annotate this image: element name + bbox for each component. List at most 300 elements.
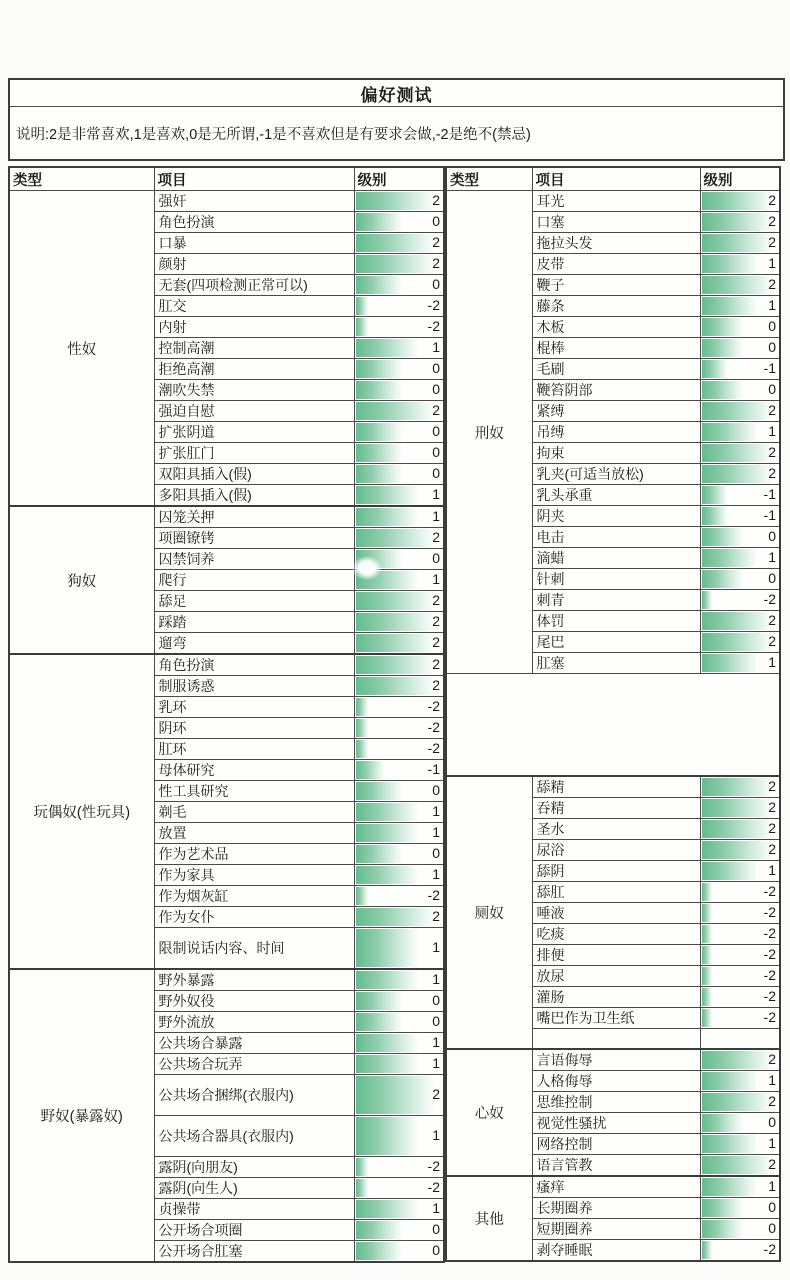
level-cell: [354, 676, 444, 697]
table-row: [446, 776, 780, 798]
level-cell: [700, 1029, 780, 1050]
level-value: 0: [432, 381, 440, 397]
level-value: -2: [763, 925, 776, 942]
item-cell: 口塞: [532, 212, 700, 233]
level-value: 0: [432, 423, 440, 439]
level-value: 0: [432, 360, 440, 376]
item-cell: 露阴(向生人): [154, 1177, 354, 1198]
level-bar: [356, 192, 434, 210]
level-cell: [354, 718, 444, 739]
item-cell: 野外奴役: [154, 990, 354, 1011]
level-cell: [354, 1011, 444, 1032]
level-value: 1: [432, 1054, 440, 1071]
level-cell: [700, 1219, 780, 1240]
level-bar: [356, 698, 368, 716]
item-cell: 控制高潮: [154, 338, 354, 359]
item-cell: 紧缚: [532, 401, 700, 422]
level-cell: [354, 612, 444, 633]
level-value: 2: [768, 276, 776, 292]
level-cell: [700, 338, 780, 359]
level-bar: [702, 486, 728, 504]
level-cell: [354, 1240, 444, 1262]
level-bar: [702, 1135, 757, 1153]
item-cell: 舔精: [532, 776, 700, 798]
level-bar: [702, 318, 742, 336]
item-cell: 囚笼关押: [154, 506, 354, 528]
level-cell: [700, 861, 780, 882]
level-bar: [356, 971, 418, 989]
level-bar: [702, 234, 771, 252]
level-bar: [356, 592, 434, 610]
item-cell: 囚禁饲养: [154, 549, 354, 570]
item-cell: 圣水: [532, 819, 700, 840]
level-cell: [700, 903, 780, 924]
level-value: 0: [432, 782, 440, 798]
level-cell: [700, 840, 780, 861]
level-value: 0: [768, 339, 776, 355]
item-cell: 限制说话内容、时间: [154, 928, 354, 969]
level-cell: [700, 275, 780, 296]
item-cell: 作为家具: [154, 865, 354, 886]
level-value: 1: [432, 970, 440, 987]
level-bar: [356, 1179, 368, 1197]
category-cell: 狗奴: [9, 506, 154, 654]
level-bar: [702, 654, 757, 672]
level-cell: [354, 1074, 444, 1115]
level-cell: [354, 570, 444, 591]
level-value: 2: [768, 1051, 776, 1068]
level-value: -2: [427, 887, 440, 903]
level-value: 2: [432, 677, 440, 693]
item-cell: 野外流放: [154, 1011, 354, 1032]
item-cell: 双阳具插入(假): [154, 464, 354, 485]
level-value: -1: [763, 360, 776, 376]
level-value: 0: [768, 381, 776, 397]
level-bar: [356, 1055, 418, 1073]
level-value: -2: [427, 1178, 440, 1195]
level-bar: [356, 782, 401, 800]
level-cell: [700, 798, 780, 819]
item-cell: 遛弯: [154, 633, 354, 655]
level-value: 1: [432, 866, 440, 882]
level-value: 1: [432, 1199, 440, 1216]
item-cell: 藤条: [532, 296, 700, 317]
empty-merged-cell: [446, 674, 780, 777]
level-value: -1: [763, 507, 776, 523]
level-bar: [702, 549, 757, 567]
item-cell: 拖拉头发: [532, 233, 700, 254]
item-cell: 阴夹: [532, 506, 700, 527]
level-bar: [356, 656, 434, 674]
item-cell: 口暴: [154, 233, 354, 254]
item-cell: 语言管教: [532, 1155, 700, 1177]
level-bar: [356, 887, 368, 905]
level-bar: [702, 507, 728, 525]
item-cell: 乳头承重: [532, 485, 700, 506]
level-bar: [356, 276, 401, 294]
level-value: 2: [432, 613, 440, 629]
level-value: 2: [768, 213, 776, 229]
item-cell: 肛塞: [532, 653, 700, 674]
level-cell: [354, 739, 444, 760]
level-cell: [354, 633, 444, 655]
level-cell: [700, 1049, 780, 1071]
item-cell: 电击: [532, 527, 700, 548]
level-value: 2: [432, 656, 440, 672]
category-cell: 厕奴: [446, 776, 532, 1049]
level-bar: [356, 486, 418, 504]
item-cell: 爬行: [154, 570, 354, 591]
level-value: 1: [432, 339, 440, 355]
level-value: 0: [768, 570, 776, 586]
level-bar: [702, 778, 771, 796]
level-value: 0: [432, 1241, 440, 1258]
item-cell: 灌肠: [532, 987, 700, 1008]
level-cell: [354, 1198, 444, 1219]
table-body-right: [446, 191, 780, 1262]
level-bar: [356, 213, 401, 231]
item-cell: 角色扮演: [154, 212, 354, 233]
level-cell: [700, 1008, 780, 1029]
level-bar: [356, 529, 434, 547]
level-bar: [356, 339, 418, 357]
table-row: [446, 191, 780, 212]
page-title: 偏好测试: [8, 78, 785, 107]
level-value: 1: [768, 1178, 776, 1195]
level-bar: [702, 570, 742, 588]
level-bar: [356, 719, 368, 737]
level-bar: [356, 423, 401, 441]
level-cell: [700, 317, 780, 338]
level-value: -2: [427, 1157, 440, 1174]
level-cell: [354, 781, 444, 802]
category-cell: 刑奴: [446, 191, 532, 674]
tables-container: [8, 166, 785, 1263]
table-row: [446, 1049, 780, 1071]
level-bar: [702, 967, 713, 985]
item-cell: 滴蜡: [532, 548, 700, 569]
level-cell: [354, 760, 444, 781]
level-bar: [356, 761, 385, 779]
level-value: 2: [768, 612, 776, 628]
level-bar: [356, 634, 434, 652]
item-cell: 贞操带: [154, 1198, 354, 1219]
level-value: 1: [768, 549, 776, 565]
level-value: -2: [427, 698, 440, 714]
level-value: 0: [432, 444, 440, 460]
item-cell: 舔阴: [532, 861, 700, 882]
level-cell: [354, 823, 444, 844]
item-cell: 内射: [154, 317, 354, 338]
level-bar: [356, 550, 401, 568]
item-cell: 多阳具插入(假): [154, 485, 354, 507]
level-cell: [354, 338, 444, 359]
level-value: 2: [768, 799, 776, 816]
level-cell: [354, 865, 444, 886]
level-value: 0: [768, 1114, 776, 1131]
level-bar: [356, 318, 368, 336]
table-row: [9, 191, 444, 212]
category-cell: 野奴(暴露奴): [9, 969, 154, 1262]
level-value: 2: [432, 592, 440, 608]
level-bar: [702, 1178, 757, 1196]
level-cell: [354, 233, 444, 254]
item-cell: 体罚: [532, 611, 700, 632]
item-cell: 网络控制: [532, 1134, 700, 1155]
level-bar: [356, 1158, 368, 1176]
col-header-item: 项目: [532, 167, 700, 191]
level-value: 0: [432, 1012, 440, 1029]
level-cell: [354, 802, 444, 823]
item-cell: 舔肛: [532, 882, 700, 903]
item-cell: 颜射: [154, 254, 354, 275]
level-bar: [356, 845, 401, 863]
level-bar: [356, 1221, 401, 1239]
level-cell: [700, 401, 780, 422]
preference-sheet: [8, 78, 785, 1263]
level-cell: [700, 776, 780, 798]
level-value: -2: [763, 1009, 776, 1026]
level-cell: [700, 1176, 780, 1198]
level-bar: [702, 213, 771, 231]
level-bar: [702, 339, 742, 357]
level-bar: [356, 255, 434, 273]
item-cell: 放置: [154, 823, 354, 844]
item-cell: 制服诱惑: [154, 676, 354, 697]
level-bar: [702, 192, 771, 210]
item-cell: 公共场合玩弄: [154, 1053, 354, 1074]
level-cell: [354, 990, 444, 1011]
col-header-level: 级别: [354, 167, 444, 191]
level-value: -1: [427, 761, 440, 777]
level-bar: [702, 1072, 757, 1090]
item-cell: 尿浴: [532, 840, 700, 861]
item-cell: 木板: [532, 317, 700, 338]
item-cell: 作为艺术品: [154, 844, 354, 865]
level-value: -2: [763, 591, 776, 607]
level-bar: [702, 276, 771, 294]
category-cell: 心奴: [446, 1049, 532, 1176]
level-value: -2: [763, 883, 776, 900]
level-bar: [702, 591, 713, 609]
item-cell: 吊缚: [532, 422, 700, 443]
level-bar: [702, 946, 713, 964]
category-cell: 玩偶奴(性玩具): [9, 654, 154, 969]
level-bar: [356, 1076, 434, 1114]
level-cell: [700, 569, 780, 590]
level-value: 2: [432, 634, 440, 650]
item-cell: 公开场合肛塞: [154, 1240, 354, 1262]
level-cell: [354, 1115, 444, 1156]
level-cell: [354, 464, 444, 485]
level-cell: [354, 485, 444, 507]
level-value: 0: [432, 845, 440, 861]
level-bar: [356, 1013, 401, 1031]
level-bar: [356, 297, 368, 315]
level-bar: [356, 571, 418, 589]
level-cell: [354, 1156, 444, 1177]
table-body-left: [9, 191, 444, 1262]
level-bar: [356, 465, 401, 483]
col-header-level: 级别: [700, 167, 780, 191]
level-cell: [354, 506, 444, 528]
item-cell: 踩踏: [154, 612, 354, 633]
item-cell: 公共场合暴露: [154, 1032, 354, 1053]
level-bar: [702, 904, 713, 922]
level-value: -2: [763, 904, 776, 921]
item-cell: 扩张肛门: [154, 443, 354, 464]
level-value: 0: [768, 1199, 776, 1216]
item-cell: 公共场合器具(衣服内): [154, 1115, 354, 1156]
level-cell: [700, 590, 780, 611]
level-cell: [700, 1198, 780, 1219]
level-value: 1: [432, 803, 440, 819]
level-value: 1: [768, 654, 776, 670]
level-value: 1: [432, 824, 440, 840]
level-value: 2: [768, 444, 776, 460]
level-value: -2: [427, 297, 440, 313]
legend-note: 说明:2是非常喜欢,1是喜欢,0是无所谓,-1是不喜欢但是有要求会做,-2是绝不(禁忌): [8, 107, 785, 161]
level-value: 2: [768, 778, 776, 795]
level-value: 1: [768, 297, 776, 313]
level-cell: [700, 233, 780, 254]
level-cell: [700, 924, 780, 945]
level-bar: [356, 613, 434, 631]
item-cell: 放尿: [532, 966, 700, 987]
level-value: 0: [432, 550, 440, 566]
level-value: 0: [432, 1220, 440, 1237]
level-bar: [702, 883, 713, 901]
level-value: -2: [427, 740, 440, 756]
level-cell: [700, 1113, 780, 1134]
level-value: 1: [432, 1126, 440, 1143]
level-value: 2: [432, 1085, 440, 1102]
level-bar: [356, 929, 418, 967]
level-bar: [702, 612, 771, 630]
item-cell: 强奸: [154, 191, 354, 212]
level-cell: [354, 844, 444, 865]
item-cell: 鞭笞阴部: [532, 380, 700, 401]
item-cell: 长期圈养: [532, 1198, 700, 1219]
level-bar: [702, 423, 757, 441]
level-cell: [700, 1071, 780, 1092]
level-value: 0: [768, 528, 776, 544]
level-value: 2: [432, 908, 440, 924]
level-cell: [700, 506, 780, 527]
level-cell: [354, 254, 444, 275]
level-bar: [702, 862, 757, 880]
level-cell: [354, 191, 444, 212]
col-header-type: 类型: [9, 167, 154, 191]
item-cell: 作为烟灰缸: [154, 886, 354, 907]
item-cell: 短期圈养: [532, 1219, 700, 1240]
level-cell: [354, 928, 444, 969]
level-value: 2: [768, 841, 776, 858]
item-cell: 作为女仆: [154, 907, 354, 928]
level-value: 2: [432, 529, 440, 545]
item-cell: 阴环: [154, 718, 354, 739]
level-value: 2: [768, 192, 776, 208]
level-bar: [356, 402, 434, 420]
item-cell: 人格侮辱: [532, 1071, 700, 1092]
level-bar: [702, 1156, 771, 1174]
item-cell: 强迫自慰: [154, 401, 354, 422]
level-bar: [702, 799, 771, 817]
col-header-item: 项目: [154, 167, 354, 191]
level-cell: [700, 653, 780, 674]
level-bar: [356, 866, 418, 884]
preference-table-left: [8, 166, 445, 1263]
level-bar: [702, 1199, 742, 1217]
category-cell: 性奴: [9, 191, 154, 507]
level-cell: [700, 443, 780, 464]
level-cell: [700, 380, 780, 401]
level-value: 0: [768, 318, 776, 334]
level-value: -2: [763, 946, 776, 963]
level-cell: [354, 1032, 444, 1053]
level-cell: [354, 591, 444, 612]
item-cell: 剃毛: [154, 802, 354, 823]
item-cell: 母体研究: [154, 760, 354, 781]
level-value: -2: [427, 719, 440, 735]
table-row: [446, 1176, 780, 1198]
level-value: 2: [432, 255, 440, 271]
table-row: [9, 506, 444, 528]
item-cell: 刺青: [532, 590, 700, 611]
level-cell: [700, 1134, 780, 1155]
level-cell: [700, 1240, 780, 1262]
item-cell: 瘙痒: [532, 1176, 700, 1198]
level-bar: [356, 1034, 418, 1052]
level-bar: [702, 465, 771, 483]
level-cell: [354, 212, 444, 233]
level-cell: [354, 654, 444, 676]
level-cell: [700, 527, 780, 548]
item-cell: [532, 1029, 700, 1050]
level-cell: [354, 380, 444, 401]
level-cell: [354, 422, 444, 443]
item-cell: 潮吹失禁: [154, 380, 354, 401]
level-cell: [354, 317, 444, 338]
level-cell: [354, 443, 444, 464]
level-value: 2: [768, 633, 776, 649]
item-cell: 思维控制: [532, 1092, 700, 1113]
level-cell: [700, 422, 780, 443]
level-cell: [700, 212, 780, 233]
table-row: [446, 674, 780, 777]
item-cell: 耳光: [532, 191, 700, 212]
level-value: 2: [768, 465, 776, 481]
level-value: -2: [763, 967, 776, 984]
item-cell: 性工具研究: [154, 781, 354, 802]
level-cell: [354, 886, 444, 907]
level-bar: [356, 740, 368, 758]
level-value: -2: [427, 318, 440, 334]
level-bar: [702, 297, 757, 315]
item-cell: 扩张阴道: [154, 422, 354, 443]
level-cell: [700, 359, 780, 380]
level-cell: [354, 1053, 444, 1074]
level-cell: [700, 191, 780, 212]
level-value: 1: [432, 938, 440, 955]
level-cell: [354, 359, 444, 380]
level-cell: [700, 1092, 780, 1113]
item-cell: 排便: [532, 945, 700, 966]
level-value: 1: [768, 423, 776, 439]
category-cell: 其他: [446, 1176, 532, 1261]
item-cell: 剥夺睡眠: [532, 1240, 700, 1262]
level-cell: [354, 528, 444, 549]
